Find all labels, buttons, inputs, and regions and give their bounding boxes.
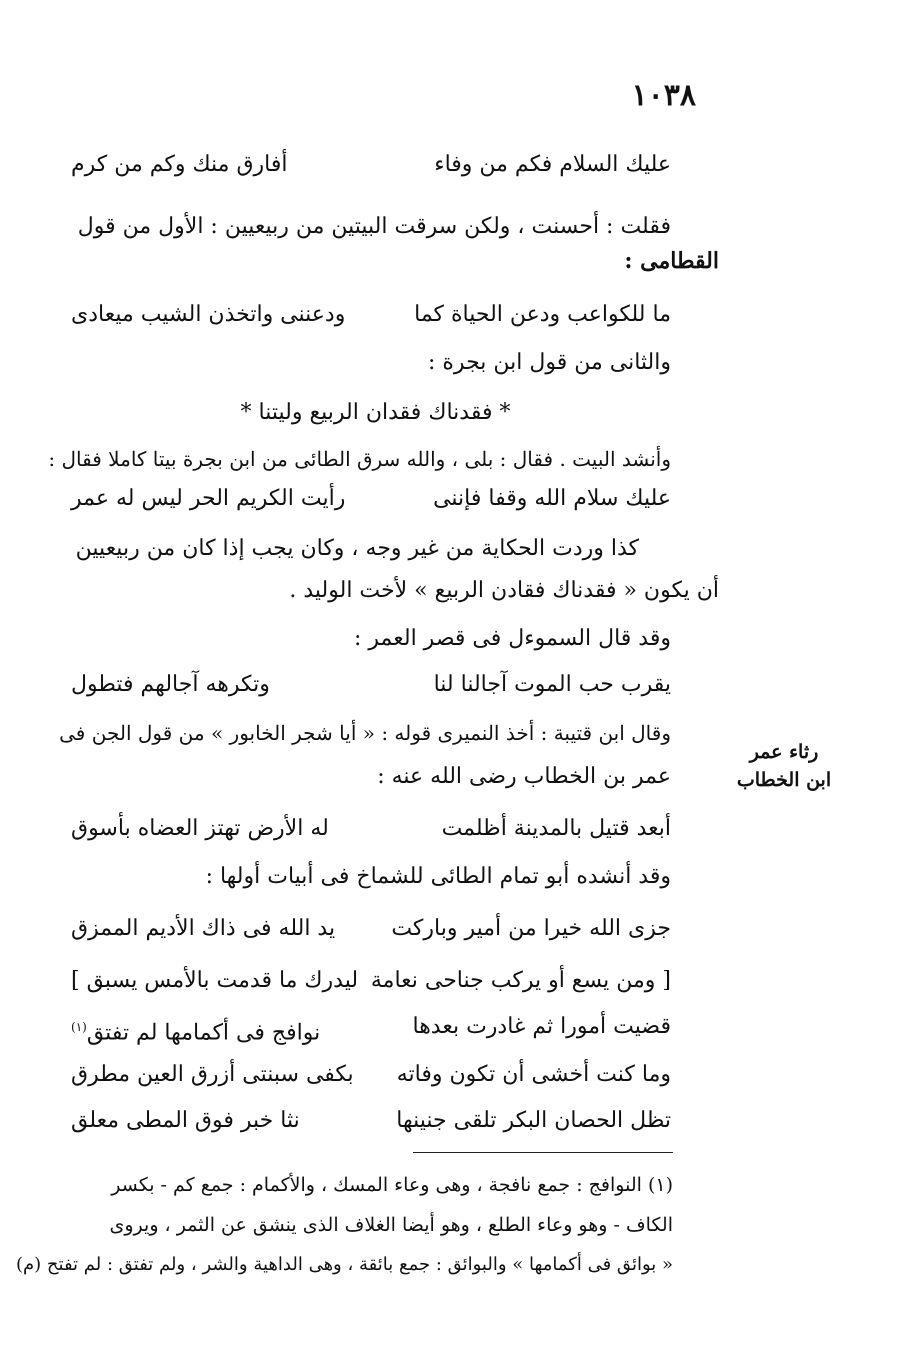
footnote-line: الكاف - وهو وعاء الطلع ، وهو أيضا الغلاف الذى ينشق عن الثمر ، ويروى bbox=[109, 1214, 673, 1236]
verse-first-hemistich: قضيت أمورا ثم غادرت بعدها bbox=[412, 1014, 671, 1039]
prose-line: كذا وردت الحكاية من غير وجه ، وكان يجب إذا كان من ربيعيين bbox=[75, 536, 639, 561]
margin-note-line: رثاء عمر bbox=[749, 741, 819, 763]
footnote-marker[interactable]: (١) bbox=[71, 1020, 87, 1034]
verse-first-hemistich: [ ومن يسع أو يركب جناحى نعامة bbox=[370, 968, 671, 993]
verse-first-hemistich: وما كنت أخشى أن تكون وفاته bbox=[396, 1062, 671, 1087]
verse-first-hemistich: ما للكواعب ودعن الحياة كما bbox=[414, 302, 671, 327]
verse-line bbox=[71, 1106, 671, 1136]
verse-second-hemistich: له الأرض تهتز العضاه بأسوق bbox=[71, 816, 329, 841]
centered-hemistich: * فقدناك فقدان الربيع وليتنا * bbox=[240, 400, 511, 425]
prose-line: فقلت : أحسنت ، ولكن سرقت البيتين من ربيعيين : الأول من قول bbox=[77, 214, 671, 239]
verse-line bbox=[71, 670, 671, 700]
verse-first-hemistich: تظل الحصان البكر تلقى جنينها bbox=[396, 1108, 671, 1133]
prose-line: وقد أنشده أبو تمام الطائى للشماخ فى أبيات أولها : bbox=[205, 864, 671, 889]
verse-second-hemistich: ليدرك ما قدمت بالأمس يسبق ] bbox=[71, 968, 359, 993]
prose-line: القطامى : bbox=[624, 248, 719, 274]
verse-second-hemistich: ودعننى واتخذن الشيب ميعادى bbox=[71, 302, 346, 327]
footnote-line: (١) النوافج : جمع نافجة ، وهى وعاء المسك ، والأكمام : جمع كم - بكسر bbox=[111, 1174, 673, 1196]
prose-line: أن يكون « فقدناك فقادن الربيع » لأخت الوليد . bbox=[289, 578, 719, 603]
prose-line: والثانى من قول ابن بجرة : bbox=[428, 350, 671, 375]
verse-line bbox=[71, 1012, 671, 1046]
verse-first-hemistich: أبعد قتيل بالمدينة أظلمت bbox=[441, 816, 671, 841]
verse-line bbox=[71, 150, 671, 180]
prose-line: وقال ابن قتيبة : أخذ النميرى قوله : « أيا شجر الخابور » من قول الجن فى bbox=[59, 721, 671, 745]
verse-second-hemistich: نثا خبر فوق المطى معلق bbox=[71, 1108, 300, 1133]
verse-second-hemistich: رأيت الكريم الحر ليس له عمر bbox=[71, 486, 346, 511]
verse-second-hemistich: أفارق منك وكم من كرم bbox=[71, 152, 288, 177]
verse-second-hemistich: بكفى سبنتى أزرق العين مطرق bbox=[71, 1062, 354, 1087]
footnote-separator bbox=[413, 1152, 673, 1153]
margin-note-line: ابن الخطاب bbox=[736, 769, 832, 791]
verse-first-hemistich: يقرب حب الموت آجالنا لنا bbox=[433, 672, 671, 697]
prose-line: عمر بن الخطاب رضى الله عنه : bbox=[377, 764, 671, 789]
verse-line bbox=[71, 1060, 671, 1090]
verse-first-hemistich: عليك سلام الله وقفا فإننى bbox=[433, 486, 671, 511]
verse-line bbox=[71, 966, 671, 996]
verse-second-hemistich: وتكرهه آجالهم فتطول bbox=[71, 672, 270, 697]
verse-first-hemistich: عليك السلام فكم من وفاء bbox=[434, 152, 671, 177]
verse-line bbox=[71, 814, 671, 844]
verse-line bbox=[71, 914, 671, 944]
page-number: ١٠٣٨ bbox=[631, 78, 696, 113]
verse-second-hemistich: يد الله فى ذاك الأديم الممزق bbox=[71, 916, 336, 941]
verse-line bbox=[71, 300, 671, 330]
verse-second-hemistich bbox=[71, 1012, 320, 1048]
footnote-line: « بوائق فى أكمامها » والبوائق : جمع بائقة ، وهى الداهية والشر ، ولم تفتق : لم تفتح (م) bbox=[15, 1254, 673, 1275]
prose-line: وأنشد البيت . فقال : بلى ، والله سرق الطائى من ابن بجرة بيتا كاملا فقال : bbox=[48, 447, 671, 471]
verse-first-hemistich: جزى الله خيرا من أمير وباركت bbox=[391, 916, 671, 941]
prose-line: وقد قال السموءل فى قصر العمر : bbox=[354, 626, 671, 651]
verse-line bbox=[71, 484, 671, 514]
margin-note bbox=[734, 738, 834, 794]
verse-second-hemistich-text: نوافج فى أكمامها لم تفتق bbox=[86, 1020, 321, 1046]
